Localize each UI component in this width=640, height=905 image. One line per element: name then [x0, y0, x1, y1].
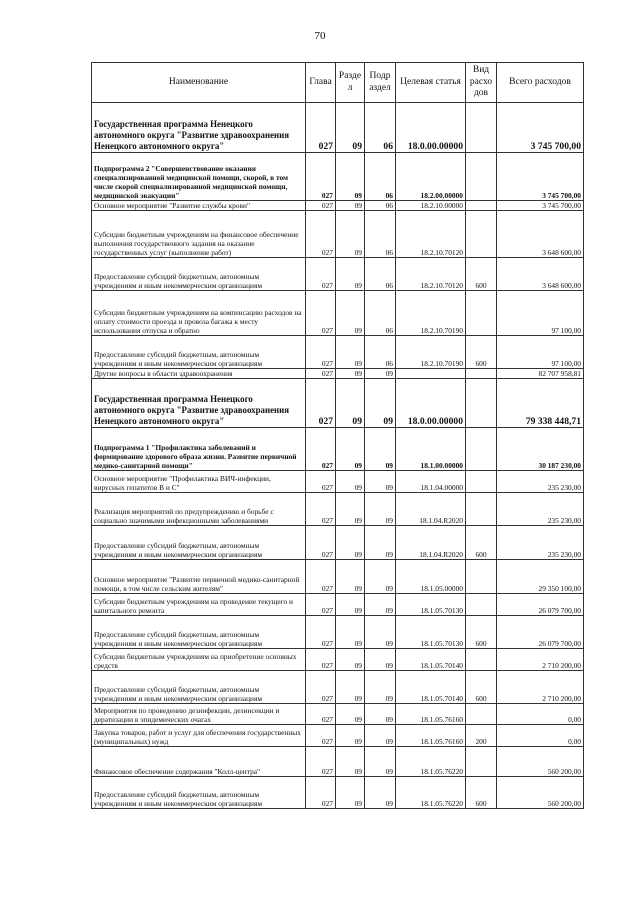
table-row: [92, 211, 584, 258]
row-razdel: 09: [336, 747, 365, 777]
row-target: 18.2.10.70120: [396, 211, 466, 258]
row-amount: 26 079 700,00: [497, 594, 584, 616]
row-amount: 29 350 100,00: [497, 560, 584, 594]
row-vid: [466, 291, 497, 336]
row-target: 18.1.05.70140: [396, 649, 466, 671]
row-amount: 97 100,00: [497, 291, 584, 336]
row-glava: 027: [306, 258, 336, 291]
row-razdel: 09: [336, 594, 365, 616]
row-amount: 3 745 700,00: [497, 153, 584, 201]
row-amount: 560 200,00: [497, 747, 584, 777]
table-row: [92, 493, 584, 526]
row-vid: [466, 103, 497, 153]
row-razdel: 09: [336, 369, 365, 379]
header-razdel: Разде л: [336, 63, 365, 103]
row-name: Реализация мероприятий по предупреждению и борьбе с социально значимыми инфекционными заболеваниями: [92, 493, 306, 526]
row-glava: 027: [306, 704, 336, 725]
row-vid: 200: [466, 725, 497, 747]
row-podrazdel: 06: [365, 103, 396, 153]
table-row: [92, 428, 584, 471]
row-target: 18.2.10.70120: [396, 258, 466, 291]
row-vid: [466, 428, 497, 471]
row-target: 18.0.00.00000: [396, 379, 466, 428]
row-glava: 027: [306, 379, 336, 428]
row-vid: [466, 747, 497, 777]
row-vid: 600: [466, 777, 497, 809]
row-name: Субсидии бюджетным учреждениям на проведение текущего и капитального ремонта: [92, 594, 306, 616]
row-target: 18.1.05.76160: [396, 725, 466, 747]
row-target: [396, 369, 466, 379]
header-glava: Глава: [306, 63, 336, 103]
row-amount: 0,00: [497, 704, 584, 725]
row-glava: 027: [306, 725, 336, 747]
row-razdel: 09: [336, 649, 365, 671]
table-row: [92, 671, 584, 704]
table-row: [92, 103, 584, 153]
row-name: Основное мероприятие "Развитие первичной медико-санитарной помощи, в том числе сельским жителям": [92, 560, 306, 594]
row-razdel: 09: [336, 671, 365, 704]
row-name: Подпрограмма 2 "Совершенствование оказания специализированной медицинской помощи, скорой, в том числе скорой специализированной медицинской помощи, медицинской эвакуации": [92, 153, 306, 201]
row-podrazdel: 09: [365, 369, 396, 379]
table-row: [92, 379, 584, 428]
header-vid: Вид расхо дов: [466, 63, 497, 103]
table-row: [92, 777, 584, 809]
table-row: [92, 291, 584, 336]
row-glava: 027: [306, 103, 336, 153]
row-razdel: 09: [336, 493, 365, 526]
row-target: 18.1.00.00000: [396, 428, 466, 471]
row-name: Предоставление субсидий бюджетным, автономным учреждениям и иным некоммерческим организациям: [92, 526, 306, 560]
row-target: 18.1.05.76220: [396, 747, 466, 777]
row-glava: 027: [306, 153, 336, 201]
table-row: [92, 704, 584, 725]
row-name: Государственная программа Ненецкого автономного округа "Развитие здравоохранения Ненецкого автономного округа": [92, 103, 306, 153]
row-glava: 027: [306, 560, 336, 594]
row-vid: 600: [466, 526, 497, 560]
row-podrazdel: 09: [365, 493, 396, 526]
row-podrazdel: 09: [365, 725, 396, 747]
row-glava: 027: [306, 471, 336, 493]
row-podrazdel: 09: [365, 428, 396, 471]
row-razdel: 09: [336, 777, 365, 809]
row-amount: 30 187 230,00: [497, 428, 584, 471]
row-razdel: 09: [336, 616, 365, 649]
row-podrazdel: 06: [365, 258, 396, 291]
row-glava: 027: [306, 336, 336, 369]
row-vid: 600: [466, 258, 497, 291]
table-row: [92, 526, 584, 560]
row-vid: [466, 211, 497, 258]
row-glava: 027: [306, 526, 336, 560]
row-name: Предоставление субсидий бюджетным, автономным учреждениям и иным некоммерческим организациям: [92, 336, 306, 369]
row-vid: [466, 471, 497, 493]
row-target: 18.1.04.R2020: [396, 493, 466, 526]
row-podrazdel: 09: [365, 747, 396, 777]
row-vid: [466, 153, 497, 201]
row-name: Подпрограмма 1 "Профилактика заболеваний и формирование здорового образа жизни. Развитие первичной медико-санитарной помощи": [92, 428, 306, 471]
row-glava: 027: [306, 777, 336, 809]
row-podrazdel: 09: [365, 777, 396, 809]
row-podrazdel: 09: [365, 526, 396, 560]
row-target: 18.2.10.70190: [396, 291, 466, 336]
row-target: 18.1.04.R2020: [396, 526, 466, 560]
row-podrazdel: 06: [365, 211, 396, 258]
row-vid: [466, 594, 497, 616]
row-podrazdel: 06: [365, 153, 396, 201]
row-razdel: 09: [336, 471, 365, 493]
row-name: Предоставление субсидий бюджетным, автономным учреждениям и иным некоммерческим организациям: [92, 258, 306, 291]
row-name: Мероприятия по проведению дезинфекции, дезинсекции и дератизации в эпидемических очагах: [92, 704, 306, 725]
header-podrazdel: Подр аздел: [365, 63, 396, 103]
row-name: Предоставление субсидий бюджетным, автономным учреждениям и иным некоммерческим организациям: [92, 777, 306, 809]
row-amount: 79 338 448,71: [497, 379, 584, 428]
row-vid: [466, 704, 497, 725]
row-target: 18.2.00.00000: [396, 153, 466, 201]
row-razdel: 09: [336, 336, 365, 369]
row-target: 18.1.05.76220: [396, 777, 466, 809]
row-vid: [466, 201, 497, 211]
row-podrazdel: 09: [365, 671, 396, 704]
row-name: Предоставление субсидий бюджетным, автономным учреждениям и иным некоммерческим организациям: [92, 671, 306, 704]
row-podrazdel: 09: [365, 471, 396, 493]
row-name: Другие вопросы в области здравоохранения: [92, 369, 306, 379]
row-podrazdel: 09: [365, 704, 396, 725]
row-podrazdel: 09: [365, 649, 396, 671]
row-amount: 26 079 700,00: [497, 616, 584, 649]
row-podrazdel: 09: [365, 379, 396, 428]
table-row: [92, 336, 584, 369]
header-target: Целевая статья: [396, 63, 466, 103]
row-podrazdel: 06: [365, 291, 396, 336]
row-glava: 027: [306, 428, 336, 471]
row-razdel: 09: [336, 258, 365, 291]
row-name: Государственная программа Ненецкого автономного округа "Развитие здравоохранения Ненецкого автономного округа": [92, 379, 306, 428]
row-glava: 027: [306, 211, 336, 258]
row-name: Основное мероприятие "Профилактика ВИЧ-инфекции, вирусных гепатитов В и С": [92, 471, 306, 493]
row-vid: 600: [466, 336, 497, 369]
row-glava: 027: [306, 671, 336, 704]
row-name: Предоставление субсидий бюджетным, автономным учреждениям и иным некоммерческим организациям: [92, 616, 306, 649]
row-amount: 3 745 700,00: [497, 201, 584, 211]
row-amount: 3 648 600,00: [497, 258, 584, 291]
row-name: Субсидии бюджетным учреждениям на компенсацию расходов на оплату стоимости проезда и провоза багажа к месту использования отпуска и обратно: [92, 291, 306, 336]
row-podrazdel: 09: [365, 616, 396, 649]
row-target: 18.1.05.76160: [396, 704, 466, 725]
row-target: 18.1.05.70130: [396, 616, 466, 649]
row-razdel: 09: [336, 291, 365, 336]
row-razdel: 09: [336, 153, 365, 201]
row-vid: [466, 493, 497, 526]
row-target: 18.1.05.00000: [396, 560, 466, 594]
row-target: 18.1.05.70130: [396, 594, 466, 616]
row-razdel: 09: [336, 201, 365, 211]
row-razdel: 09: [336, 725, 365, 747]
row-amount: 2 710 200,00: [497, 671, 584, 704]
row-razdel: 09: [336, 103, 365, 153]
row-amount: 82 707 958,81: [497, 369, 584, 379]
row-name: Закупка товаров, работ и услуг для обеспечения государственных (муниципальных) нужд: [92, 725, 306, 747]
table-row: [92, 747, 584, 777]
row-podrazdel: 09: [365, 560, 396, 594]
row-amount: 97 100,00: [497, 336, 584, 369]
row-vid: [466, 560, 497, 594]
row-amount: 3 745 700,00: [497, 103, 584, 153]
header-total: Всего расходов: [497, 63, 584, 103]
row-razdel: 09: [336, 704, 365, 725]
row-glava: 027: [306, 493, 336, 526]
row-amount: 235 230,00: [497, 493, 584, 526]
row-glava: 027: [306, 747, 336, 777]
table-row: [92, 258, 584, 291]
table-row: [92, 369, 584, 379]
row-amount: 235 230,00: [497, 526, 584, 560]
row-target: 18.1.05.70140: [396, 671, 466, 704]
row-amount: 3 648 600,00: [497, 211, 584, 258]
table-row: [92, 649, 584, 671]
row-name: Субсидии бюджетным учреждениям на финансовое обеспечение выполнения государственного задания на оказание государственных услуг (выполнение работ): [92, 211, 306, 258]
table-row: [92, 201, 584, 211]
row-target: 18.1.04.00000: [396, 471, 466, 493]
row-name: Субсидии бюджетным учреждениям на приобретение основных средств: [92, 649, 306, 671]
row-vid: 600: [466, 671, 497, 704]
row-glava: 027: [306, 291, 336, 336]
row-razdel: 09: [336, 428, 365, 471]
table-row: [92, 471, 584, 493]
page-number: 70: [314, 30, 326, 42]
row-name: Финансовое обеспечение содержания "Колл-центра": [92, 747, 306, 777]
table-row: [92, 725, 584, 747]
table-row: [92, 560, 584, 594]
row-amount: 560 200,00: [497, 777, 584, 809]
row-podrazdel: 09: [365, 594, 396, 616]
row-amount: 235 230,00: [497, 471, 584, 493]
row-vid: [466, 379, 497, 428]
row-glava: 027: [306, 369, 336, 379]
row-target: 18.2.10.70190: [396, 336, 466, 369]
table-row: [92, 616, 584, 649]
row-glava: 027: [306, 201, 336, 211]
row-amount: 0,00: [497, 725, 584, 747]
row-vid: [466, 369, 497, 379]
row-razdel: 09: [336, 526, 365, 560]
row-glava: 027: [306, 649, 336, 671]
row-razdel: 09: [336, 211, 365, 258]
table-header-row: [92, 63, 584, 103]
row-podrazdel: 06: [365, 336, 396, 369]
table-row: [92, 153, 584, 201]
row-glava: 027: [306, 616, 336, 649]
row-vid: [466, 649, 497, 671]
row-target: 18.2.10.00000: [396, 201, 466, 211]
row-name: Основное мероприятие "Развитие службы крови": [92, 201, 306, 211]
table-row: [92, 594, 584, 616]
row-razdel: 09: [336, 379, 365, 428]
header-name: Наименование: [92, 63, 306, 103]
row-amount: 2 710 200,00: [497, 649, 584, 671]
row-razdel: 09: [336, 560, 365, 594]
row-target: 18.0.00.00000: [396, 103, 466, 153]
budget-table: [91, 62, 584, 809]
row-podrazdel: 06: [365, 201, 396, 211]
row-vid: 600: [466, 616, 497, 649]
row-glava: 027: [306, 594, 336, 616]
